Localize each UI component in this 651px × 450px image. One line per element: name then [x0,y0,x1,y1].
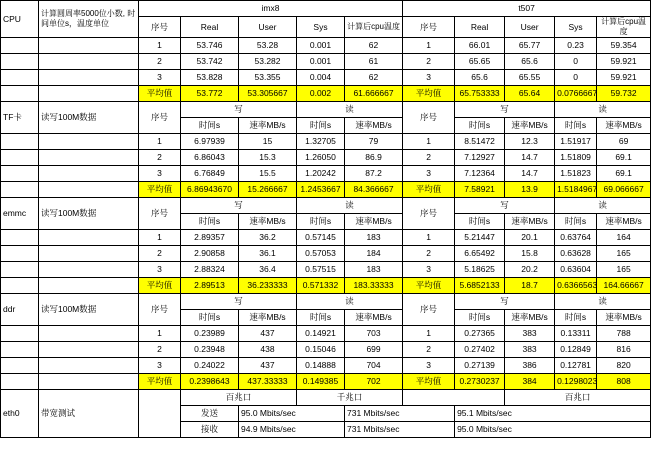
cell-blank [1,54,39,70]
cell-temp: 59.921 [597,54,651,70]
cell-user: 53.355 [239,70,297,86]
header-user-right: User [505,17,555,38]
header-write-right: 写 [455,102,555,118]
header-speed: 速率MB/s [505,310,555,326]
table-row [1,166,651,182]
header-write-left: 写 [181,294,297,310]
cell-average-read-speed: 164.66667 [597,278,651,294]
cell-average-label: 平均值 [403,278,455,294]
header-time: 时间s [455,118,505,134]
header-index-left: 序号 [139,17,181,38]
cell-write-time: 0.23948 [181,342,239,358]
cell-write-speed: 15.8 [505,246,555,262]
cell-write-time: 0.27139 [455,358,505,374]
cell-blank [39,150,139,166]
cell-blank [39,262,139,278]
cell-average-read-speed: 69.066667 [597,182,651,198]
cell-write-time: 5.21447 [455,230,505,246]
cell-read-time: 0.15046 [297,342,345,358]
cell-read-speed: 86.9 [345,150,403,166]
cell-index: 1 [403,326,455,342]
cell-read-speed: 79 [345,134,403,150]
cell-index: 2 [139,54,181,70]
table-row-header-tf [1,102,651,118]
cell-blank [39,326,139,342]
cell-temp: 59.921 [597,70,651,86]
header-read-right: 读 [555,294,651,310]
cell-read-speed: 87.2 [345,166,403,182]
cell-average-read-speed: 84.366667 [345,182,403,198]
cell-write-speed: 36.1 [239,246,297,262]
cell-average-temp: 61.666667 [345,86,403,102]
cell-index: 2 [403,246,455,262]
table-row [1,358,651,374]
cell-write-speed: 20.2 [505,262,555,278]
cell-blank [1,230,39,246]
cell-sys: 0.004 [297,70,345,86]
header-index-right: 序号 [403,294,455,326]
cell-average-label: 平均值 [403,182,455,198]
cell-user: 65.55 [505,70,555,86]
cell-write-time: 7.12364 [455,166,505,182]
header-index-left: 序号 [139,102,181,134]
cell-blank [139,390,181,438]
cell-blank [1,182,39,198]
cell-write-speed: 14.7 [505,166,555,182]
row-label-cpu: CPU [1,1,39,38]
group-header-t507: t507 [403,1,651,17]
table-row [1,70,651,86]
cell-user: 65.6 [505,54,555,70]
row-desc-ddr: 读写100M数据 [39,294,139,326]
header-time: 时间s [181,310,239,326]
table-row [1,54,651,70]
cell-blank [1,134,39,150]
cell-write-speed: 438 [239,342,297,358]
cell-average-label: 平均值 [403,374,455,390]
cell-index: 2 [139,342,181,358]
cell-index: 3 [139,70,181,86]
cell-average-temp: 59.732 [597,86,651,102]
cell-write-speed: 14.7 [505,150,555,166]
cell-blank [39,166,139,182]
cell-average-user: 65.64 [505,86,555,102]
cell-sys: 0 [555,54,597,70]
cell-average-read-time: 0.6366563 [555,278,597,294]
cell-temp: 59.354 [597,38,651,54]
cell-average-sys: 0.0766667 [555,86,597,102]
cell-read-time: 0.13311 [555,326,597,342]
cell-sys: 0.23 [555,38,597,54]
header-speed: 速率MB/s [597,118,651,134]
cell-index: 3 [403,166,455,182]
cell-average-label: 平均值 [139,374,181,390]
cell-write-time: 2.89357 [181,230,239,246]
cell-blank [1,278,39,294]
cell-index: 2 [403,54,455,70]
header-time: 时间s [297,118,345,134]
header-time: 时间s [555,310,597,326]
cell-sys: 0.001 [297,38,345,54]
header-time: 时间s [455,310,505,326]
cell-index: 2 [403,342,455,358]
cell-read-time: 0.14921 [297,326,345,342]
cell-write-time: 6.86043 [181,150,239,166]
header-read-right: 读 [555,198,651,214]
cell-average-label: 平均值 [139,278,181,294]
cell-blank [1,374,39,390]
cell-sys: 0.001 [297,54,345,70]
header-speed: 速率MB/s [505,214,555,230]
header-speed: 速率MB/s [597,310,651,326]
table-row [1,342,651,358]
cell-read-speed: 165 [597,262,651,278]
header-speed: 速率MB/s [505,118,555,134]
header-speed: 速率MB/s [345,118,403,134]
header-speed: 速率MB/s [345,310,403,326]
cell-write-time: 2.90858 [181,246,239,262]
table-row-header-ddr [1,294,651,310]
cell-index: 3 [403,262,455,278]
cell-write-time: 0.27365 [455,326,505,342]
cell-average-write-speed: 384 [505,374,555,390]
cell-index: 2 [139,246,181,262]
header-speed: 速率MB/s [239,118,297,134]
cell-average-write-time: 5.6852133 [455,278,505,294]
cell-average-write-time: 0.2730237 [455,374,505,390]
cell-average-read-time: 0.1298023 [555,374,597,390]
cell-average-read-time: 1.5184967 [555,182,597,198]
cell-read-time: 0.57053 [297,246,345,262]
cell-write-speed: 383 [505,326,555,342]
header-time: 时间s [297,310,345,326]
table-row-header-emmc [1,198,651,214]
cell-bandwidth-mid: 731 Mbits/sec [345,422,455,438]
cell-read-speed: 183 [345,262,403,278]
row-desc-eth: 带宽测试 [39,390,139,438]
cell-blank [39,278,139,294]
header-time: 时间s [297,214,345,230]
cell-average-write-time: 0.2398643 [181,374,239,390]
cell-blank [1,38,39,54]
cell-bandwidth-left: 94.9 Mbits/sec [239,422,345,438]
cell-write-time: 0.23989 [181,326,239,342]
cell-blank [1,262,39,278]
cell-index: 1 [403,134,455,150]
row-label-tf: TF卡 [1,102,39,134]
cell-blank [1,358,39,374]
header-index-right: 序号 [403,17,455,38]
header-index-left: 序号 [139,294,181,326]
cell-read-speed: 703 [345,326,403,342]
group-header-imx8: imx8 [139,1,403,17]
row-desc-tf: 读写100M数据 [39,102,139,134]
cell-bandwidth-mid: 731 Mbits/sec [345,406,455,422]
table-row-header-eth [1,390,651,406]
cell-read-speed: 704 [345,358,403,374]
row-desc-emmc: 读写100M数据 [39,198,139,230]
cell-read-speed: 165 [597,246,651,262]
cell-write-speed: 437 [239,358,297,374]
table-row [1,326,651,342]
table-row [1,246,651,262]
cell-average-write-speed: 13.9 [505,182,555,198]
cell-blank [1,246,39,262]
cell-real: 53.746 [181,38,239,54]
table-row [1,134,651,150]
cell-average-real: 65.753333 [455,86,505,102]
header-speed: 速率MB/s [239,214,297,230]
header-sys-left: Sys [297,17,345,38]
cell-average-write-speed: 437.33333 [239,374,297,390]
header-read-left: 读 [297,198,403,214]
cell-read-time: 0.57515 [297,262,345,278]
table-row-average [1,278,651,294]
cell-average-label: 平均值 [403,86,455,102]
cell-temp: 61 [345,54,403,70]
cell-read-speed: 69.1 [597,166,651,182]
cell-blank [39,342,139,358]
cell-read-speed: 184 [345,246,403,262]
cell-write-speed: 36.4 [239,262,297,278]
header-user-left: User [239,17,297,38]
cell-blank [39,70,139,86]
cell-real: 53.828 [181,70,239,86]
cell-read-time: 1.32705 [297,134,345,150]
cell-average-write-speed: 36.233333 [239,278,297,294]
cell-blank [403,390,505,406]
cell-read-speed: 788 [597,326,651,342]
cell-sys: 0 [555,70,597,86]
header-sys-right: Sys [555,17,597,38]
cell-blank [1,86,39,102]
cell-average-user: 53.305667 [239,86,297,102]
cell-direction: 发送 [181,406,239,422]
cell-index: 3 [403,70,455,86]
port-label-left: 百兆口 [181,390,297,406]
cell-write-time: 7.12927 [455,150,505,166]
table-row [1,150,651,166]
cell-index: 1 [403,38,455,54]
header-read-right: 读 [555,102,651,118]
cell-blank [39,230,139,246]
cell-real: 65.65 [455,54,505,70]
cell-read-time: 1.20242 [297,166,345,182]
cell-index: 1 [403,230,455,246]
header-real-left: Real [181,17,239,38]
header-time: 时间s [181,214,239,230]
cell-write-speed: 15.3 [239,150,297,166]
cell-average-write-speed: 18.7 [505,278,555,294]
cell-average-read-time: 1.2453667 [297,182,345,198]
header-write-right: 写 [455,198,555,214]
cell-write-speed: 36.2 [239,230,297,246]
cell-read-speed: 69.1 [597,150,651,166]
cell-temp: 62 [345,38,403,54]
cell-blank [39,54,139,70]
cell-index: 1 [139,230,181,246]
cell-read-time: 0.12849 [555,342,597,358]
cell-average-read-speed: 702 [345,374,403,390]
cell-read-speed: 699 [345,342,403,358]
row-label-emmc: emmc [1,198,39,230]
cell-average-read-time: 0.571332 [297,278,345,294]
cell-user: 65.77 [505,38,555,54]
cell-temp: 62 [345,70,403,86]
cell-read-time: 1.51823 [555,166,597,182]
cell-read-time: 0.63604 [555,262,597,278]
cell-real: 53.742 [181,54,239,70]
cell-read-time: 1.26050 [297,150,345,166]
cell-write-speed: 15 [239,134,297,150]
cell-read-time: 0.57145 [297,230,345,246]
cell-read-time: 1.51917 [555,134,597,150]
cell-blank [39,358,139,374]
cell-user: 53.282 [239,54,297,70]
cell-write-speed: 12.3 [505,134,555,150]
cell-read-time: 0.63764 [555,230,597,246]
cell-average-write-time: 7.58921 [455,182,505,198]
row-label-ddr: ddr [1,294,39,326]
table-row-average [1,374,651,390]
cell-blank [39,374,139,390]
cell-index: 1 [139,134,181,150]
header-write-left: 写 [181,102,297,118]
header-time: 时间s [555,118,597,134]
cell-read-speed: 183 [345,230,403,246]
header-write-right: 写 [455,294,555,310]
cell-read-speed: 816 [597,342,651,358]
cell-blank [1,70,39,86]
cell-read-time: 0.63628 [555,246,597,262]
cell-average-read-speed: 183.33333 [345,278,403,294]
header-cputemp-right: 计算后cpu温度 [597,17,651,38]
cell-write-time: 6.65492 [455,246,505,262]
header-speed: 速率MB/s [345,214,403,230]
cell-read-time: 0.14888 [297,358,345,374]
cell-index: 1 [139,326,181,342]
header-index-right: 序号 [403,198,455,230]
cell-average-write-speed: 15.266667 [239,182,297,198]
table-row [1,38,651,54]
cell-blank [1,166,39,182]
table-row [1,230,651,246]
cell-write-time: 6.76849 [181,166,239,182]
cell-real: 65.6 [455,70,505,86]
cell-write-time: 6.97939 [181,134,239,150]
header-time: 时间s [555,214,597,230]
cell-write-time: 0.27402 [455,342,505,358]
cell-bandwidth-right: 95.1 Mbits/sec [455,406,651,422]
cell-write-speed: 386 [505,358,555,374]
port-label-right: 百兆口 [505,390,651,406]
cell-write-speed: 437 [239,326,297,342]
cell-write-speed: 383 [505,342,555,358]
cell-write-speed: 20.1 [505,230,555,246]
cell-average-label: 平均值 [139,86,181,102]
cell-index: 3 [139,166,181,182]
header-read-left: 读 [297,294,403,310]
cell-average-read-speed: 808 [597,374,651,390]
cell-write-time: 8.51472 [455,134,505,150]
cell-write-time: 0.24022 [181,358,239,374]
cell-average-write-time: 6.86943670 [181,182,239,198]
cell-index: 3 [139,358,181,374]
cell-blank [39,134,139,150]
cell-write-time: 2.88324 [181,262,239,278]
cell-average-label: 平均值 [139,182,181,198]
cell-real: 66.01 [455,38,505,54]
cell-bandwidth-right: 95.0 Mbits/sec [455,422,651,438]
header-write-left: 写 [181,198,297,214]
header-speed: 速率MB/s [597,214,651,230]
cell-blank [39,246,139,262]
cell-average-read-time: 0.149385 [297,374,345,390]
cell-blank [39,38,139,54]
cell-bandwidth-left: 95.0 Mbits/sec [239,406,345,422]
table-row-header-group [1,1,651,17]
cell-read-speed: 69 [597,134,651,150]
table-row-average [1,182,651,198]
cell-read-time: 1.51809 [555,150,597,166]
header-speed: 速率MB/s [239,310,297,326]
cell-index: 3 [403,358,455,374]
cell-user: 53.28 [239,38,297,54]
cell-index: 3 [139,262,181,278]
cell-average-sys: 0.002 [297,86,345,102]
cell-blank [39,86,139,102]
header-time: 时间s [455,214,505,230]
header-index-right: 序号 [403,102,455,134]
cell-blank [1,150,39,166]
cell-index: 2 [403,150,455,166]
cell-read-time: 0.12781 [555,358,597,374]
header-time: 时间s [181,118,239,134]
cell-write-time: 5.18625 [455,262,505,278]
port-label-mid: 千兆口 [297,390,403,406]
cell-read-speed: 164 [597,230,651,246]
cell-blank [39,182,139,198]
row-desc-cpu: 计算圆周率5000位小数, 时间单位s，温度单位 [39,1,139,38]
header-real-right: Real [455,17,505,38]
table-row [1,262,651,278]
cell-average-write-time: 2.89513 [181,278,239,294]
cell-read-speed: 820 [597,358,651,374]
cell-direction: 接收 [181,422,239,438]
cell-index: 1 [139,38,181,54]
cell-blank [1,342,39,358]
header-cputemp-left: 计算后cpu温度 [345,17,403,38]
cell-average-real: 53.772 [181,86,239,102]
cell-blank [1,326,39,342]
header-index-left: 序号 [139,198,181,230]
row-label-eth: eth0 [1,390,39,438]
cell-write-speed: 15.5 [239,166,297,182]
table-row-average [1,86,651,102]
cell-index: 2 [139,150,181,166]
header-read-left: 读 [297,102,403,118]
